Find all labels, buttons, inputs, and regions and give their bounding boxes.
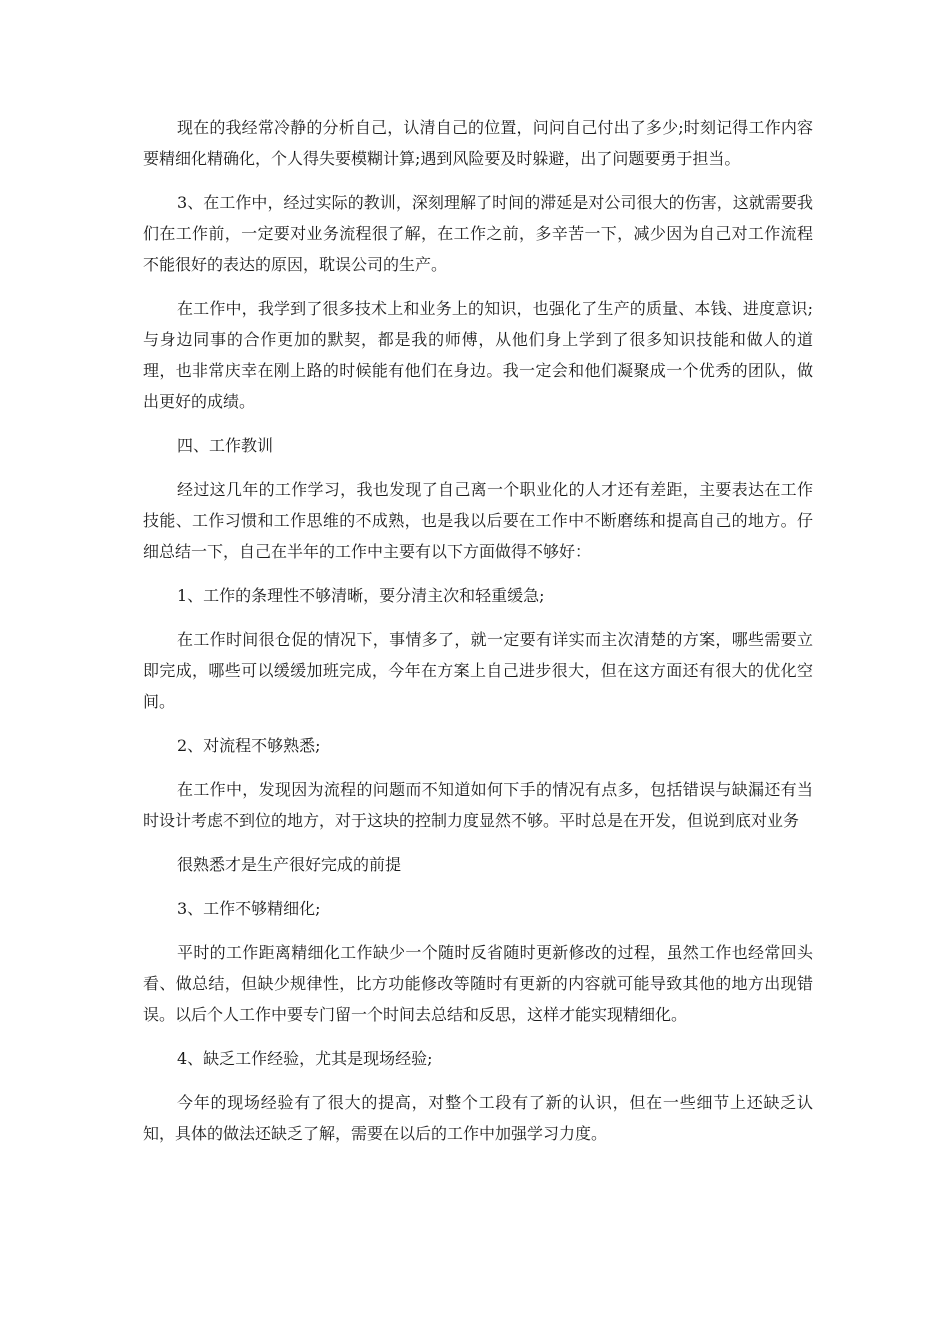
paragraph-item-3-time-delay: 3、在工作中，经过实际的教训，深刻理解了时间的滞延是对公司很大的伤害，这就需要我们在工作前，一定要对业务流程很了解，在工作之前，多辛苦一下，减少因为自己对工作流程不能很好的表达的原因，耽误公司的生产。 xyxy=(143,193,813,274)
paragraph-process-continuation: 很熟悉才是生产很好完成的前提 xyxy=(177,855,402,874)
paragraph-organization-detail: 在工作时间很仓促的情况下，事情多了，就一定要有详实而主次清楚的方案，哪些需要立即完成，哪些可以缓缓加班完成，今年在方案上自己进步很大，但在这方面还有很大的优化空间。 xyxy=(143,630,813,711)
paragraph-refinement-detail: 平时的工作距离精细化工作缺少一个随时反省随时更新修改的过程，虽然工作也经常回头看、做总结，但缺少规律性，比方功能修改等随时有更新的内容就可能导致其他的地方出现错误。以后个人工作中要专门留一个时间去总结和反思，这样才能实现精细化。 xyxy=(143,943,813,1024)
list-item-3-refinement: 3、工作不够精细化; xyxy=(177,899,321,918)
document-body xyxy=(143,112,813,1162)
section-heading-lessons: 四、工作教训 xyxy=(177,436,274,455)
list-item-1-organization: 1、工作的条理性不够清晰，要分清主次和轻重缓急; xyxy=(177,586,545,605)
list-item-2-process: 2、对流程不够熟悉; xyxy=(177,736,321,755)
paragraph-self-analysis: 现在的我经常冷静的分析自己，认清自己的位置，问问自己付出了多少;时刻记得工作内容要精细化精确化，个人得失要模糊计算;遇到风险要及时躲避，出了问题要勇于担当。 xyxy=(143,118,813,168)
paragraph-experience-detail: 今年的现场经验有了很大的提高，对整个工段有了新的认识，但在一些细节上还缺乏认知，具体的做法还缺乏了解，需要在以后的工作中加强学习力度。 xyxy=(143,1093,813,1143)
paragraph-lessons-intro: 经过这几年的工作学习，我也发现了自己离一个职业化的人才还有差距，主要表达在工作技能、工作习惯和工作思维的不成熟，也是我以后要在工作中不断磨练和提高自己的地方。仔细总结一下，自己在半年的工作中主要有以下方面做得不够好： xyxy=(143,480,813,561)
list-item-4-experience: 4、缺乏工作经验，尤其是现场经验; xyxy=(177,1049,433,1068)
paragraph-knowledge-gained: 在工作中，我学到了很多技术上和业务上的知识，也强化了生产的质量、本钱、进度意识;与身边同事的合作更加的默契，都是我的师傅，从他们身上学到了很多知识技能和做人的道理，也非常庆幸在刚上路的时候能有他们在身边。我一定会和他们凝聚成一个优秀的团队，做出更好的成绩。 xyxy=(143,299,813,411)
paragraph-process-detail: 在工作中，发现因为流程的问题而不知道如何下手的情况有点多，包括错误与缺漏还有当时设计考虑不到位的地方，对于这块的控制力度显然不够。平时总是在开发，但说到底对业务 xyxy=(143,780,813,830)
